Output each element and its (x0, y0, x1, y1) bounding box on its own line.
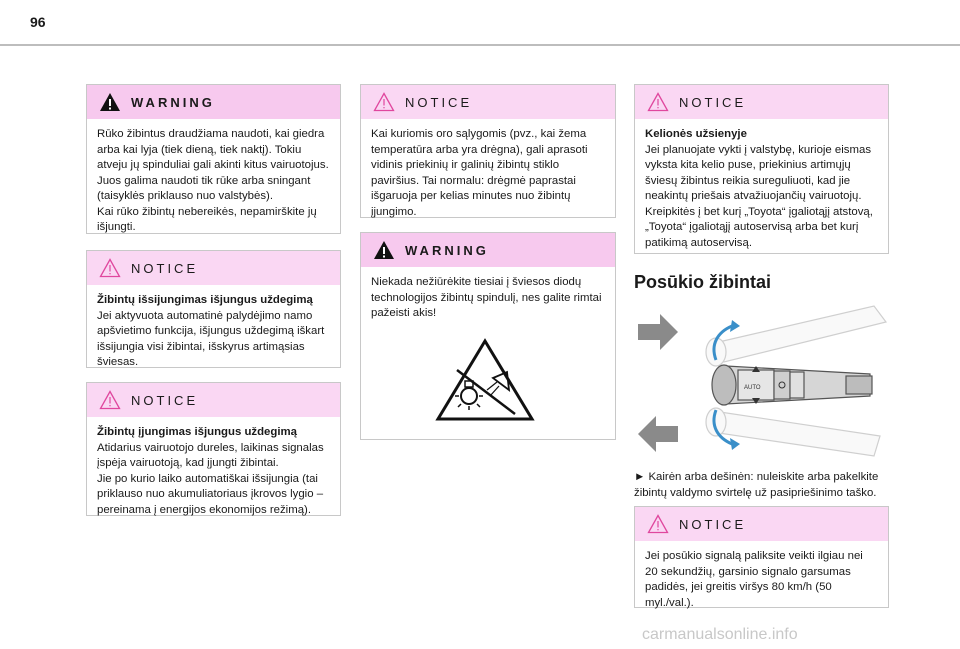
notice-body (87, 417, 340, 526)
no-look-at-led-icon (435, 338, 535, 422)
notice-body (361, 119, 615, 228)
header-divider (0, 44, 960, 46)
notice-box-travel-abroad (634, 84, 889, 254)
notice-triangle-icon (647, 92, 669, 112)
notice-header (361, 85, 615, 119)
warning-header (361, 233, 615, 267)
notice-triangle-icon (99, 390, 121, 410)
warning-body (361, 267, 615, 330)
warning-title: WARNING (131, 94, 215, 110)
notice-title: NOTICE (679, 516, 747, 532)
notice-box-lights-off (86, 250, 341, 368)
notice-box-lights-on (86, 382, 341, 516)
arrow-left-icon (638, 416, 678, 452)
notice-heading: Žibintų įjungimas išjungus uždegimą (97, 426, 297, 438)
section-title: Posūkio žibintai (634, 272, 772, 292)
caption-turn-signal: ► Kairėn arba dešinėn: nuleiskite arba pakelkite žibintų valdymo svirtelę už pasipriešinimo taško. (634, 471, 879, 499)
warning-text: Rūko žibintus draudžiama naudoti, kai giedra arba kai lyja (tiek dieną, tiek naktį). Tokiu atveju jų spinduliai gali akinti kitus vairuotojus. Juos galima naudoti tik rūke arba sningant (taisyklės priklauso nuo valstybės). (97, 128, 329, 202)
notice-heading: Kelionės užsienyje (645, 128, 747, 140)
notice-box-condensation (360, 84, 616, 218)
notice-text: Jei posūkio signalą paliksite veikti ilgiau nei 20 sekundžių, garsinio signalo garsumas padidės, jei greitis viršys 80 km/h (50 myl./val.). (645, 550, 863, 609)
notice-body (87, 285, 340, 379)
warning-triangle-icon (99, 92, 121, 112)
warning-body (87, 119, 340, 244)
watermark: carmanualsonline.info (642, 626, 798, 643)
notice-header (635, 85, 888, 119)
notice-heading: Žibintų išsijungimas išjungus uždegimą (97, 294, 313, 306)
notice-header (87, 251, 340, 285)
warning-header (87, 85, 340, 119)
notice-title: NOTICE (405, 94, 473, 110)
notice-text-2: Jie po kurio laiko automatiškai išsijungia (tai priklauso nuo akumuliatoriaus įkrovos lygio – pereinama į energijos ekonomijos režimą). (97, 472, 324, 516)
notice-body (635, 119, 888, 259)
notice-text: Atidarius vairuotojo dureles, laikinas signalas įspėja vairuotoją, kad įjungti žibintai. (97, 441, 324, 469)
notice-text: Kai kuriomis oro sąlygomis (pvz., kai žema temperatūra arba yra drėgna), gali aprasoti vidinis priekinių ir galinių žibintų stiklo paviršius. Tai normalu: drėgmė paprastai išgaruoja per kelias minutes nuo žibintų įjungimo. (371, 128, 588, 218)
notice-triangle-icon (99, 258, 121, 278)
notice-text: Jei planuojate vykti į valstybę, kurioje eismas vyksta kita kelio puse, priekinius artimųjų šviesų žibintus reikia sureguliuoti, kad jie neakintų priešais atvažiuojančių vairuotojų. Kreipkitės į bet kurį „Toyota“ įgaliotąjį atstovą, „Toyota“ įgaliotąjį autoservisą arba bet kurį patikimą autoservisą. (645, 143, 873, 249)
notice-triangle-icon (373, 92, 395, 112)
notice-box-signal-volume (634, 506, 889, 608)
warning-text: Niekada nežiūrėkite tiesiai į šviesos diodų technologijos žibintų spindulį, nes galite rimtai pažeisti akis! (371, 276, 602, 319)
auto-label: AUTO (744, 385, 761, 391)
warning-text-2: Kai rūko žibintų nebereikės, nepamirškite jų išjungti. (97, 205, 317, 233)
arrow-right-icon (638, 314, 678, 350)
notice-title: NOTICE (131, 260, 199, 276)
warning-triangle-icon (373, 240, 395, 260)
notice-body (635, 541, 888, 619)
notice-triangle-icon (647, 514, 669, 534)
turn-signal-stalk-illustration (634, 304, 890, 462)
notice-title: NOTICE (679, 94, 747, 110)
notice-text: Jei aktyvuota automatinė palydėjimo namo apšvietimo funkcija, išjungus uždegimą iškart išsijungia visi žibintai, išskyrus artimąsias šviesas. (97, 309, 325, 368)
warning-title: WARNING (405, 242, 489, 258)
warning-box-fog-lights (86, 84, 341, 234)
notice-header (87, 383, 340, 417)
notice-header (635, 507, 888, 541)
notice-title: NOTICE (131, 392, 199, 408)
page-number: 96 (30, 14, 46, 30)
